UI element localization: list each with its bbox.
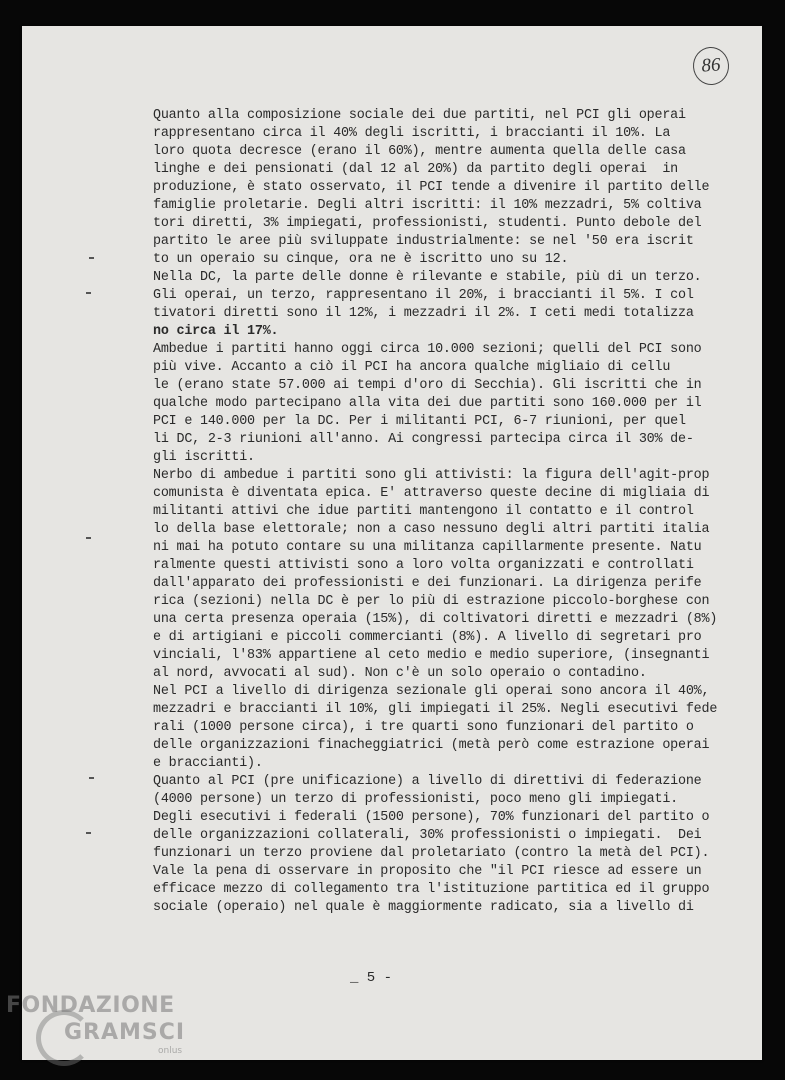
- page-number-annotation: 86: [692, 46, 731, 86]
- margin-mark: [86, 832, 91, 834]
- text-line: comunista è diventata epica. E' attraverso queste decine di migliaia di: [153, 486, 710, 501]
- text-line: e di artigiani e piccoli commercianti (8%). A livello di segretari pro: [153, 630, 702, 645]
- text-line: produzione, è stato osservato, il PCI tende a divenire il partito delle: [153, 180, 710, 195]
- text-line: ralmente questi attivisti sono a loro volta organizzati e controllati: [153, 558, 694, 573]
- margin-mark: [89, 257, 94, 259]
- text-line: Vale la pena di osservare in proposito che "il PCI riesce ad essere un: [153, 864, 702, 879]
- watermark-line2: GRAMSCI: [64, 1020, 186, 1045]
- text-line: PCI e 140.000 per la DC. Per i militanti PCI, 6-7 riunioni, per quel: [153, 414, 686, 429]
- document-body: [153, 107, 718, 917]
- text-line: rica (sezioni) nella DC è per lo più di estrazione piccolo-borghese con: [153, 594, 710, 609]
- text-line: li DC, 2-3 riunioni all'anno. Ai congressi partecipa circa il 30% de-: [153, 432, 694, 447]
- text-line: gli iscritti.: [153, 450, 255, 465]
- text-line: no circa il 17%.: [153, 324, 279, 339]
- text-line: al nord, avvocati al sud). Non c'è un solo operaio o contadino.: [153, 666, 647, 681]
- text-line: Degli esecutivi i federali (1500 persone), 70% funzionari del partito o: [153, 810, 710, 825]
- watermark-line1: FONDAZIONE: [6, 993, 175, 1018]
- text-line: to un operaio su cinque, ora ne è iscritto uno su 12.: [153, 252, 569, 267]
- text-line: linghe e dei pensionati (dal 12 al 20%) da partito degli operai in: [153, 162, 678, 177]
- text-line: rappresentano circa il 40% degli iscritti, i braccianti il 10%. La: [153, 126, 671, 141]
- text-line: Nella DC, la parte delle donne è rilevante e stabile, più di un terzo.: [153, 270, 702, 285]
- text-line: efficace mezzo di collegamento tra l'istituzione partitica ed il gruppo: [153, 882, 710, 897]
- margin-mark: [86, 292, 91, 294]
- text-line: sociale (operaio) nel quale è maggiormente radicato, sia a livello di: [153, 900, 694, 915]
- text-line: e braccianti).: [153, 756, 263, 771]
- text-line: le (erano state 57.000 ai tempi d'oro di Secchia). Gli iscritti che in: [153, 378, 702, 393]
- watermark-logo-icon: [36, 1010, 92, 1066]
- text-line: Quanto al PCI (pre unificazione) a livello di direttivi di federazione: [153, 774, 702, 789]
- text-line: lo della base elettorale; non a caso nessuno degli altri partiti italia: [153, 522, 710, 537]
- text-line: funzionari un terzo proviene dal proletariato (contro la metà del PCI).: [153, 846, 710, 861]
- text-line: Gli operai, un terzo, rappresentano il 20%, i braccianti il 5%. I col: [153, 288, 694, 303]
- text-line: delle organizzazioni finacheggiatrici (metà però come estrazione operai: [153, 738, 710, 753]
- text-line: una certa presenza operaia (15%), di coltivatori diretti e mezzadri (8%): [153, 612, 718, 627]
- text-line: vinciali, l'83% appartiene al ceto medio e medio superiore, (insegnanti: [153, 648, 710, 663]
- text-line: tivatori diretti sono il 12%, i mezzadri il 2%. I ceti medi totalizza: [153, 306, 694, 321]
- text-line: Ambedue i partiti hanno oggi circa 10.000 sezioni; quelli del PCI sono: [153, 342, 702, 357]
- text-line: Quanto alla composizione sociale dei due partiti, nel PCI gli operai: [153, 108, 686, 123]
- text-line: rali (1000 persone circa), i tre quarti sono funzionari del partito o: [153, 720, 694, 735]
- watermark-line3: onlus: [158, 1046, 183, 1056]
- text-line: delle organizzazioni collaterali, 30% professionisti o impiegati. Dei: [153, 828, 702, 843]
- margin-mark: [86, 537, 91, 539]
- margin-mark: [89, 777, 94, 779]
- watermark: [6, 992, 185, 1056]
- text-line: militanti attivi che idue partiti mantengono il contatto e il control: [153, 504, 694, 519]
- text-line: Nerbo di ambedue i partiti sono gli attivisti: la figura dell'agit-prop: [153, 468, 710, 483]
- text-line: mezzadri e braccianti il 10%, gli impiegati il 25%. Negli esecutivi fede: [153, 702, 718, 717]
- text-line: (4000 persone) un terzo di professionisti, poco meno gli impiegati.: [153, 792, 678, 807]
- page-footer: _ 5 -: [350, 970, 393, 986]
- text-line: Nel PCI a livello di dirigenza sezionale gli operai sono ancora il 40%,: [153, 684, 710, 699]
- text-line: qualche modo partecipano alla vita dei due partiti sono 160.000 per il: [153, 396, 702, 411]
- text-line: famiglie proletarie. Degli altri iscritti: il 10% mezzadri, 5% coltiva: [153, 198, 702, 213]
- text-line: dall'apparato dei professionisti e dei funzionari. La dirigenza perife: [153, 576, 702, 591]
- text-line: partito le aree più sviluppate industrialmente: se nel '50 era iscrit: [153, 234, 694, 249]
- text-line: loro quota decresce (erano il 60%), mentre aumenta quella delle casa: [153, 144, 686, 159]
- text-line: ni mai ha potuto contare su una militanza capillarmente presente. Natu: [153, 540, 702, 555]
- text-line: tori diretti, 3% impiegati, professionisti, studenti. Punto debole del: [153, 216, 702, 231]
- text-line: più vive. Accanto a ciò il PCI ha ancora qualche migliaio di cellu: [153, 360, 671, 375]
